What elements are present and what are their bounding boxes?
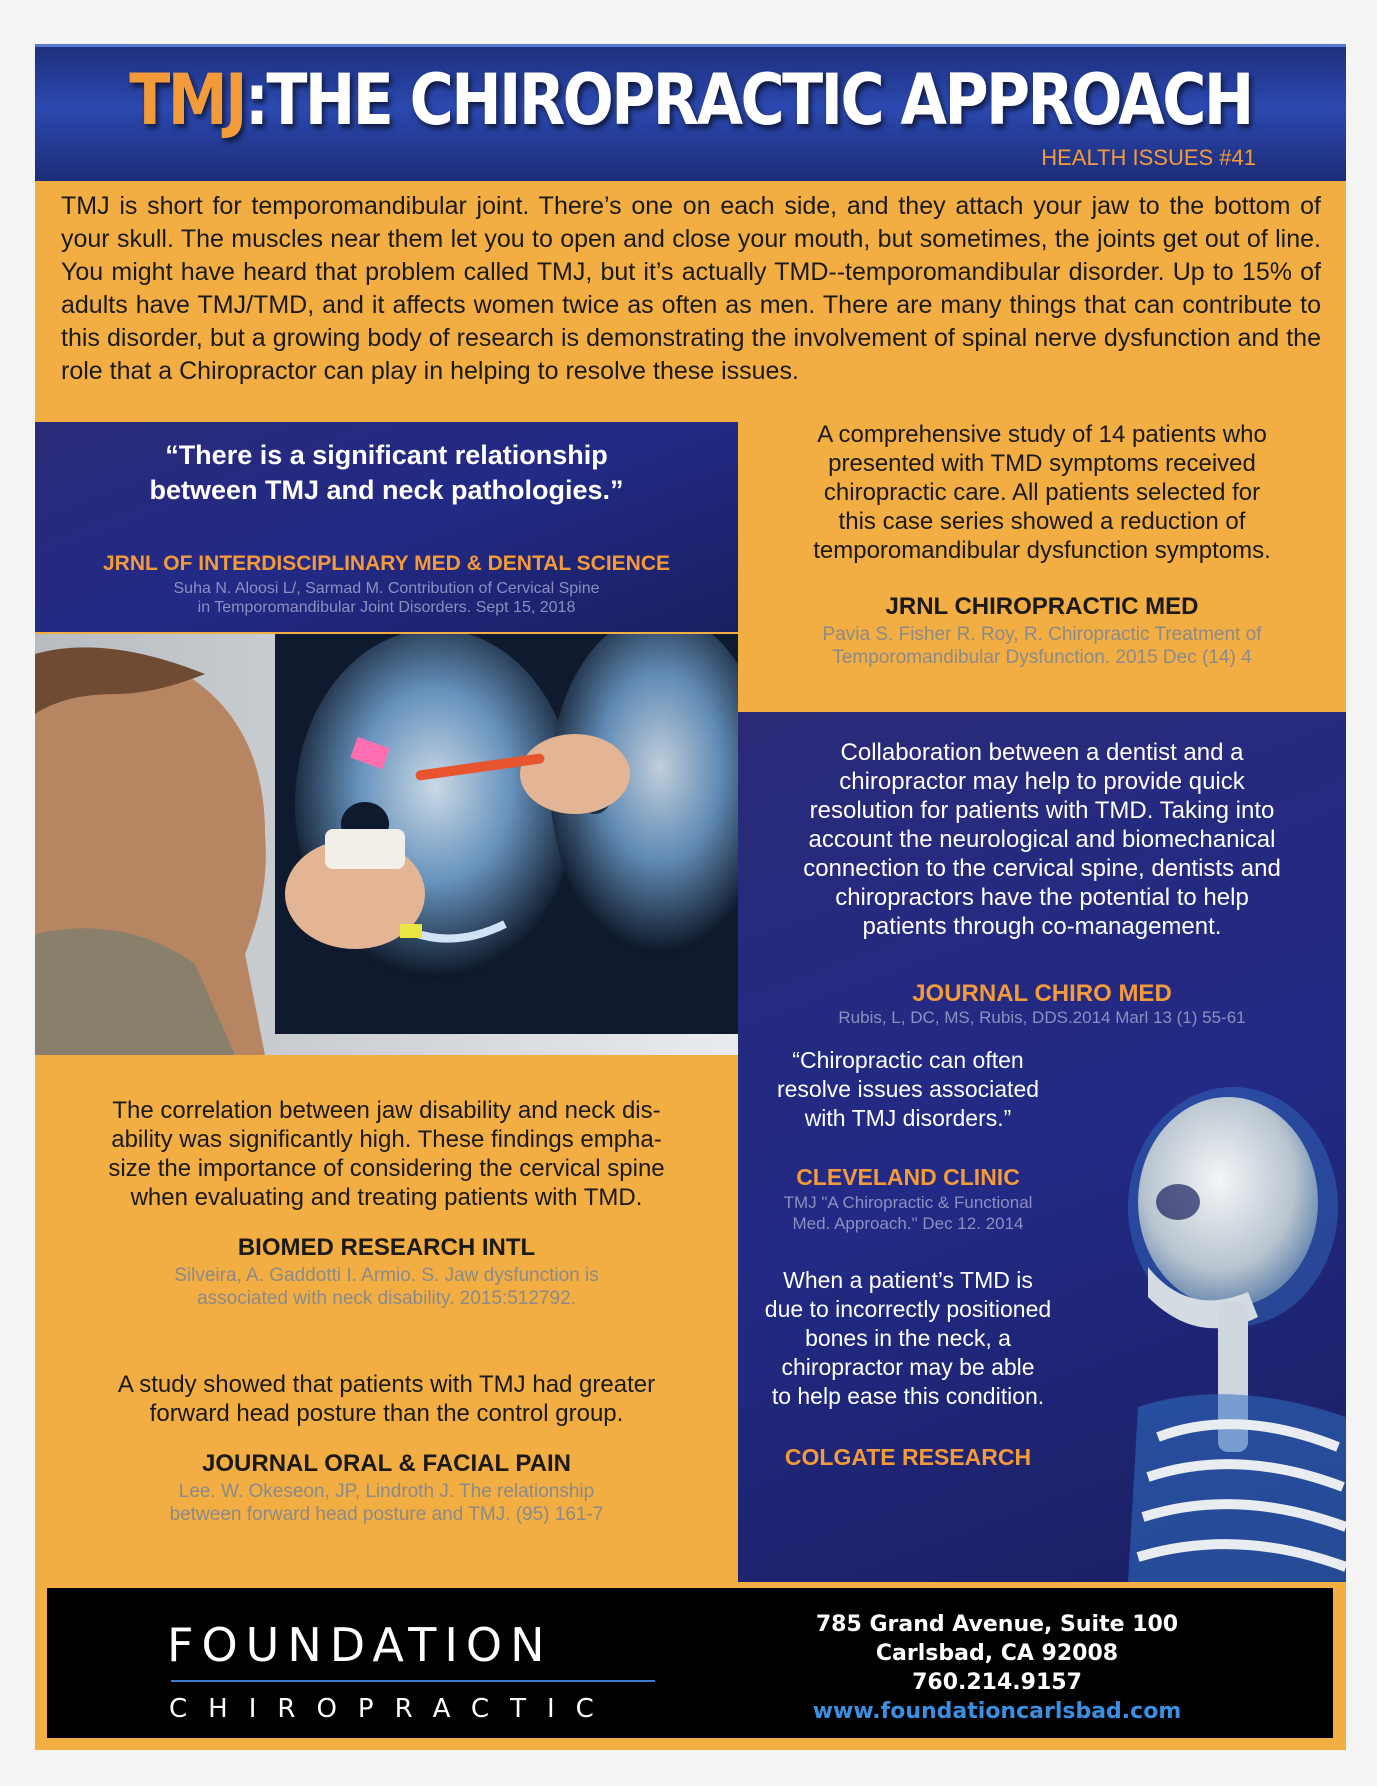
colgate-line: bones in the neck, a — [805, 1325, 1011, 1351]
study-line: this case series showed a reduction of — [838, 508, 1246, 535]
collaboration-line: resolution for patients with TMD. Taking into — [809, 797, 1275, 824]
title-tmj: TMJ — [129, 59, 245, 141]
title-rest: :THE CHIROPRACTIC APPROACH — [244, 59, 1252, 141]
citation-line: Pavia S. Fisher R. Roy, R. Chiropractic Treatment of — [822, 624, 1262, 645]
study-text — [738, 420, 1346, 565]
logo-divider — [171, 1680, 655, 1682]
footer — [47, 1588, 1333, 1738]
pathology-quote — [35, 438, 738, 508]
citation-line: in Temporomandibular Joint Disorders. Sept 15, 2018 — [197, 599, 576, 616]
right-dark-panel — [738, 712, 1346, 1582]
collaboration-line: patients through co-management. — [862, 913, 1222, 940]
website-link[interactable]: www.foundationcarlsbad.com — [812, 1699, 1182, 1724]
collaboration-line: connection to the cervical spine, dentists and — [803, 855, 1281, 882]
cleveland-line: with TMJ disorders.” — [804, 1105, 1012, 1131]
collaboration-line: Collaboration between a dentist and a — [840, 739, 1244, 766]
cleveland-line: resolve issues associated — [776, 1076, 1040, 1102]
biomed-line: size the importance of considering the cervical spine — [108, 1155, 665, 1182]
cleveland-line: “Chiropractic can often — [792, 1047, 1024, 1073]
collaboration-citation: Rubis, L, DC, MS, Rubis, DDS.2014 Marl 13 (1) 55-61 — [838, 1008, 1246, 1027]
issue-number: HEALTH ISSUES #41 — [1041, 145, 1256, 170]
oral-facial-line: A study showed that patients with TMJ had greater — [117, 1371, 656, 1398]
logo-foundation: FOUNDATION — [167, 1618, 553, 1672]
citation-line: between forward head posture and TMJ. (95) 161-7 — [169, 1504, 604, 1525]
study-line: presented with TMD symptoms received — [828, 450, 1256, 477]
citation-line: Silveira, A. Gaddotti I. Armio. S. Jaw dysfunction is — [174, 1265, 599, 1286]
biomed-line: The correlation between jaw disability and neck dis- — [112, 1097, 661, 1124]
oral-facial-text — [35, 1370, 738, 1428]
quote-source: JRNL OF INTERDISCIPLINARY MED & DENTAL SCIENCE — [102, 552, 671, 575]
biomed-citation — [35, 1264, 738, 1310]
citation-line: associated with neck disability. 2015:512792. — [197, 1288, 576, 1309]
quote-panel — [35, 422, 738, 632]
cleveland-quote — [738, 1046, 1078, 1133]
citation-line: Med. Approach." Dec 12. 2014 — [792, 1214, 1024, 1233]
study-line: A comprehensive study of 14 patients who — [817, 421, 1267, 448]
citation-line: Temporomandibular Dysfunction. 2015 Dec (14) 4 — [832, 647, 1252, 668]
colgate-line: When a patient’s TMD is — [783, 1267, 1033, 1293]
colgate-line: chiropractor may be able — [781, 1354, 1035, 1380]
address-line2: Carlsbad, CA 92008 — [875, 1641, 1119, 1666]
study-line: chiropractic care. All patients selected for — [823, 479, 1261, 506]
quote-citation — [35, 579, 738, 617]
study-line: temporomandibular dysfunction symptoms. — [813, 537, 1271, 564]
colgate-text — [738, 1266, 1078, 1411]
oral-facial-line: forward head posture than the control group. — [149, 1400, 624, 1427]
collaboration-line: chiropractor may help to provide quick — [839, 768, 1245, 795]
collaboration-line: chiropractors have the potential to help — [835, 884, 1249, 911]
quote-line: between TMJ and neck pathologies.” — [149, 475, 624, 505]
study-citation — [738, 623, 1346, 669]
cleveland-citation — [738, 1192, 1078, 1234]
colgate-line: to help ease this condition. — [771, 1383, 1045, 1409]
citation-line: Suha N. Aloosi L/, Sarmad M. Contribution of Cervical Spine — [173, 580, 600, 597]
page-title — [127, 59, 1254, 141]
biomed-study — [35, 1096, 738, 1310]
xray-photo — [35, 634, 738, 1055]
collaboration-line: account the neurological and biomechanical — [808, 826, 1276, 853]
intro-paragraph: TMJ is short for temporomandibular joint. There’s one on each side, and they attach your jaw to the bottom of your skull. The muscles near them let you to open and close your mouth, but sometimes, the joints get out of line. You might have heard that problem called TMJ, but it’s actually TMD--temporomandibular disorder. Up to 15% of adults have TMJ/TMD, and it affects women twice as often as men. There are many things that can contribute to this disorder, but a growing body of research is demonstrating the involvement of spinal nerve dysfunction and the role that a Chiropractor can play in helping to resolve these issues. — [61, 192, 1321, 385]
oral-facial-source: JOURNAL ORAL & FACIAL PAIN — [202, 1450, 571, 1477]
citation-line: Lee. W. Okeseon, JP, Lindroth J. The relationship — [178, 1481, 595, 1502]
xray-illustration — [35, 634, 738, 1055]
colgate-line: due to incorrectly positioned — [764, 1296, 1052, 1322]
flyer-page — [35, 44, 1346, 1750]
skeleton-illustration — [1088, 1077, 1346, 1582]
chiro-med-study — [738, 420, 1346, 669]
collaboration-text — [738, 738, 1346, 941]
study-source: JRNL CHIROPRACTIC MED — [885, 593, 1199, 620]
colgate-source: COLGATE RESEARCH — [784, 1444, 1032, 1470]
collaboration-source: JOURNAL CHIRO MED — [912, 980, 1172, 1007]
oral-facial-citation — [35, 1480, 738, 1526]
contact-block — [737, 1610, 1257, 1726]
address-line1: 785 Grand Avenue, Suite 100 — [815, 1612, 1179, 1637]
citation-line: TMJ "A Chiropractic & Functional — [783, 1193, 1033, 1212]
biomed-text — [35, 1096, 738, 1212]
phone-number: 760.214.9157 — [912, 1670, 1082, 1695]
oral-facial-study — [35, 1370, 738, 1526]
biomed-line: ability was significantly high. These findings empha- — [111, 1126, 662, 1153]
quote-line: “There is a significant relationship — [165, 440, 608, 470]
cleveland-source: CLEVELAND CLINIC — [796, 1164, 1020, 1190]
logo-chiropractic: CHIROPRACTIC — [169, 1694, 615, 1724]
biomed-source: BIOMED RESEARCH INTL — [237, 1234, 536, 1261]
header-banner — [35, 44, 1346, 181]
biomed-line: when evaluating and treating patients with TMD. — [130, 1184, 643, 1211]
